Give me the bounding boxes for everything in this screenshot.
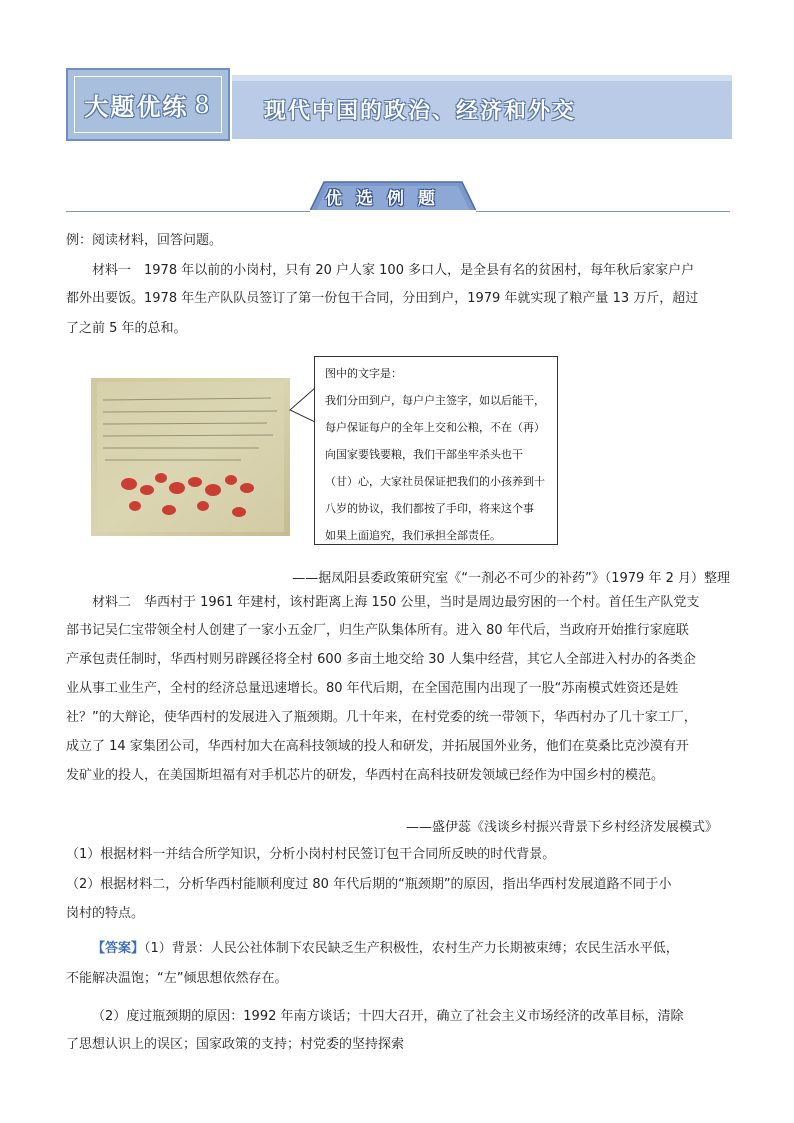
answer-1-line-1 [92, 936, 679, 962]
material2-line-6: 成立了 14 家集团公司，华西村加大在高科技领域的投人和研发，并拓展国外业务，他们在莫桑比克沙漠有开 [66, 739, 689, 754]
header-label-box [66, 68, 230, 141]
material2-line-2: 部书记吴仁宝带领全村人创建了一家小五金厂，归生产队集体所有。进入 80 年代后，当政府开始推行家庭联 [66, 623, 689, 638]
material2-source: ——盛伊蕊《浅谈乡村振兴背景下乡村经济发展模式》 [405, 820, 718, 835]
question-1: （1）根据材料一并结合所学知识，分析小岗村村民签订包干合同所反映的时代背景。 [66, 847, 556, 862]
material2-line-3: 产承包责任制时，华西村则另辟蹊径将全村 600 多亩土地交给 30 人集中经营，其它人全部进入村办的各类企 [66, 652, 696, 667]
header-number: 8 [194, 90, 212, 119]
answer-2-line-1: （2）度过瓶颈期的原因：1992 年南方谈话；十四大召开，确立了社会主义市场经济的改革目标，清除 [92, 1009, 684, 1024]
material1-line-3: 了之前 5 年的总和。 [66, 321, 187, 336]
material2-line-7: 发矿业的投人，在美国斯坦福有对手机芯片的研发，华西村在高科技研发领域已经作为中国乡村的模范。 [66, 768, 665, 783]
question-2-line-2: 岗村的特点。 [66, 906, 145, 921]
material1-source: ——据凤阳县委政策研究室《“一剂必不可少的补药”》（1979 年 2 月）整理 [292, 571, 730, 586]
answer-tag: 【答案】 [92, 941, 145, 956]
contract-photo [91, 378, 290, 536]
header-title-bar-highlight [232, 75, 732, 81]
callout-line-5: （甘）心，大家社员保证把我们的小孩养到十 [325, 475, 545, 488]
material2-line-4: 业从事工业生产，全村的经济总量迅速增长。80 年代后期，在全国范围内出现了一股“苏南模式姓资还是姓 [66, 681, 679, 696]
callout-line-2: 我们分田到户，每户户主签字，如以后能干， [325, 394, 545, 407]
material1-line-1: 材料一 1978 年以前的小岗村，只有 20 户人家 100 多口人，是全县有名的贫困村，每年秋后家家户户 [92, 263, 695, 278]
callout-line-7: 如果上面追究，我们承担全部责任。 [325, 529, 501, 542]
answer-2-line-2: 了思想认识上的误区；国家政策的支持；村党委的坚持探索 [66, 1037, 405, 1052]
question-2-line-1: （2）根据材料二，分析华西村能顺利度过 80 年代后期的“瓶颈期”的原因，指出华西村发展道路不同于小 [66, 877, 672, 892]
material2-line-1: 材料二 华西村于 1961 年建村，该村距离上海 150 公里，当时是周边最穷困的一个村。首任生产队党支 [92, 595, 700, 610]
header-label: 大题优练 [84, 93, 189, 121]
answer-1-line-2: 不能解决温饱；“左”倾思想依然存在。 [66, 971, 288, 986]
material2-line-5: 社？”的大辩论，使华西村的发展进入了瓶颈期。几十年来，在村党委的统一带领下，华西村办了几十家工厂， [66, 710, 697, 725]
header-title: 现代中国的政治、经济和外交 [264, 99, 577, 124]
callout-line-6: 八岁的协议，我们都按了手印，将来这个事 [325, 502, 534, 515]
material1-line-2: 都外出要饭。1978 年生产队队员签订了第一份包干合同，分田到户，1979 年就实现了粮产量 13 万斤，超过 [66, 291, 699, 306]
callout-line-1: 图中的文字是： [325, 367, 402, 380]
section-tab-label: 优选例题 [325, 189, 449, 209]
question-intro: 例：阅读材料，回答问题。 [66, 233, 223, 248]
callout-line-3: 每户保证每户的全年上交和公粮，不在（再） [325, 421, 545, 434]
callout-line-4: 向国家要钱要粮，我们干部坐牢杀头也干 [325, 448, 523, 461]
answer-1-text: （1）背景：人民公社体制下农民缺乏生产积极性，农村生产力长期被束缚；农民生活水平低， [144, 941, 679, 956]
